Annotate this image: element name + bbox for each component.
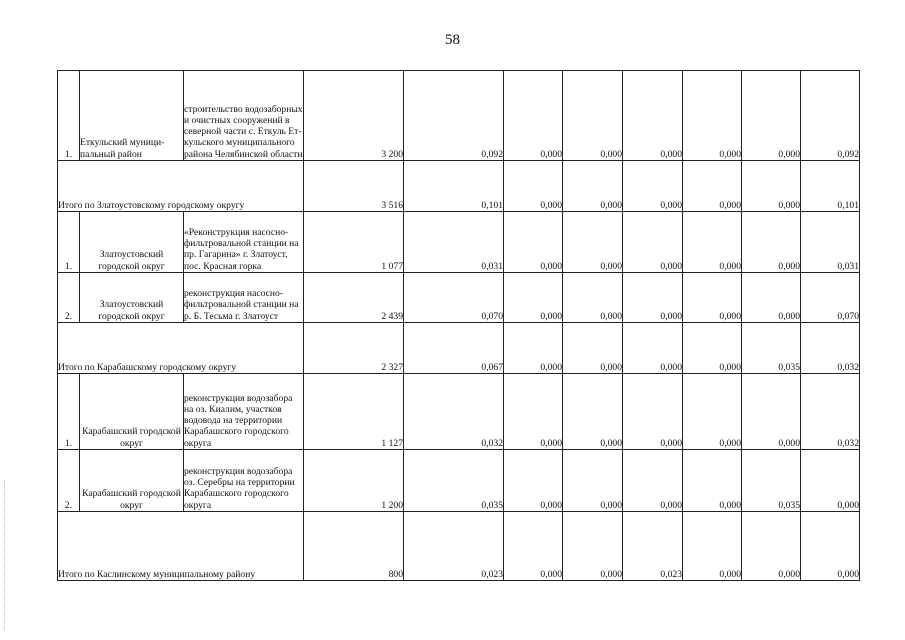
value-cell: 0,000: [504, 450, 563, 512]
value-cell: 0,000: [504, 212, 563, 273]
value-cell: 0,000: [563, 512, 623, 581]
value-cell: 0,023: [404, 512, 504, 581]
total-label: Итого по Златоустовскому городскому округу: [58, 161, 304, 212]
value-cell: 0,000: [563, 71, 623, 161]
value-cell: 0,000: [563, 450, 623, 512]
value-cell: 0,000: [683, 273, 742, 323]
budget-table: [57, 70, 860, 581]
project-row: [58, 273, 860, 323]
row-number: 2.: [58, 450, 80, 512]
value-cell: 800: [304, 512, 404, 581]
value-cell: 1 200: [304, 450, 404, 512]
total-label: Итого по Каслинскому муниципальному району: [58, 512, 304, 581]
value-cell: 0,092: [801, 71, 860, 161]
project-row: [58, 212, 860, 273]
project-description: «Реконструкция насосно-фильтровальной станции на пр. Гагарина» г. Златоуст, пос. Красная горка: [184, 212, 304, 273]
value-cell: 0,000: [683, 450, 742, 512]
value-cell: 0,032: [801, 374, 860, 450]
total-label: Итого по Карабашскому городскому округу: [58, 323, 304, 374]
total-row: [58, 323, 860, 374]
project-description: реконструкция водозабора оз. Серебры на территории Карабашского городского округа: [184, 450, 304, 512]
value-cell: 0,070: [801, 273, 860, 323]
municipality-cell: Карабашский городской округ: [80, 450, 184, 512]
value-cell: 0,000: [742, 273, 801, 323]
value-cell: 2 327: [304, 323, 404, 374]
value-cell: 0,000: [504, 374, 563, 450]
value-cell: 0,000: [683, 323, 742, 374]
value-cell: 0,000: [742, 512, 801, 581]
value-cell: 0,000: [623, 450, 683, 512]
value-cell: 3 516: [304, 161, 404, 212]
value-cell: 0,000: [563, 323, 623, 374]
value-cell: 0,000: [563, 374, 623, 450]
scan-edge-marks: [4, 480, 6, 630]
value-cell: 0,000: [623, 273, 683, 323]
value-cell: 0,031: [801, 212, 860, 273]
value-cell: 0,000: [801, 512, 860, 581]
value-cell: 0,032: [404, 374, 504, 450]
value-cell: 0,070: [404, 273, 504, 323]
value-cell: 0,000: [504, 161, 563, 212]
value-cell: 0,000: [683, 512, 742, 581]
project-row: [58, 71, 860, 161]
municipality-cell: Златоустовский городской округ: [80, 212, 184, 273]
row-number: 1.: [58, 212, 80, 273]
value-cell: 2 439: [304, 273, 404, 323]
value-cell: 0,035: [742, 450, 801, 512]
value-cell: 0,000: [504, 71, 563, 161]
project-row: [58, 450, 860, 512]
value-cell: 0,000: [742, 71, 801, 161]
value-cell: 1 127: [304, 374, 404, 450]
value-cell: 0,000: [623, 161, 683, 212]
value-cell: 0,000: [563, 161, 623, 212]
value-cell: 0,067: [404, 323, 504, 374]
page-number: 58: [445, 32, 460, 48]
municipality-cell: Златоустовский городской округ: [80, 273, 184, 323]
value-cell: 0,000: [683, 161, 742, 212]
project-description: реконструкция водозабора на оз. Киалим, участков водовода на территории Карабашского городского округа: [184, 374, 304, 450]
value-cell: 1 077: [304, 212, 404, 273]
value-cell: 0,101: [801, 161, 860, 212]
total-row: [58, 161, 860, 212]
value-cell: 0,000: [623, 323, 683, 374]
value-cell: 0,035: [742, 323, 801, 374]
value-cell: 0,000: [683, 71, 742, 161]
row-number: 1.: [58, 374, 80, 450]
value-cell: 0,000: [504, 323, 563, 374]
value-cell: 0,000: [563, 212, 623, 273]
municipality-cell: Карабашский городской округ: [80, 374, 184, 450]
value-cell: 0,092: [404, 71, 504, 161]
project-description: строительство водозаборных и очистных сооружений в северной части с. Еткуль Еткульского муниципального района Челябинской области: [184, 71, 304, 161]
total-row: [58, 512, 860, 581]
value-cell: 0,101: [404, 161, 504, 212]
row-number: 1.: [58, 71, 80, 161]
value-cell: 0,000: [623, 374, 683, 450]
value-cell: 0,000: [742, 161, 801, 212]
value-cell: 0,000: [683, 212, 742, 273]
value-cell: 0,000: [563, 273, 623, 323]
value-cell: 0,000: [742, 374, 801, 450]
value-cell: 0,035: [404, 450, 504, 512]
value-cell: 0,000: [683, 374, 742, 450]
value-cell: 3 200: [304, 71, 404, 161]
value-cell: 0,000: [623, 212, 683, 273]
value-cell: 0,000: [801, 450, 860, 512]
value-cell: 0,031: [404, 212, 504, 273]
project-row: [58, 374, 860, 450]
value-cell: 0,023: [623, 512, 683, 581]
municipality-cell: Еткульский муниципальный район: [80, 71, 184, 161]
value-cell: 0,000: [504, 273, 563, 323]
row-number: 2.: [58, 273, 80, 323]
value-cell: 0,032: [801, 323, 860, 374]
value-cell: 0,000: [623, 71, 683, 161]
project-description: реконструкция насосно-фильтровальной станции на р. Б. Тесьма г. Златоуст: [184, 273, 304, 323]
value-cell: 0,000: [504, 512, 563, 581]
value-cell: 0,000: [742, 212, 801, 273]
